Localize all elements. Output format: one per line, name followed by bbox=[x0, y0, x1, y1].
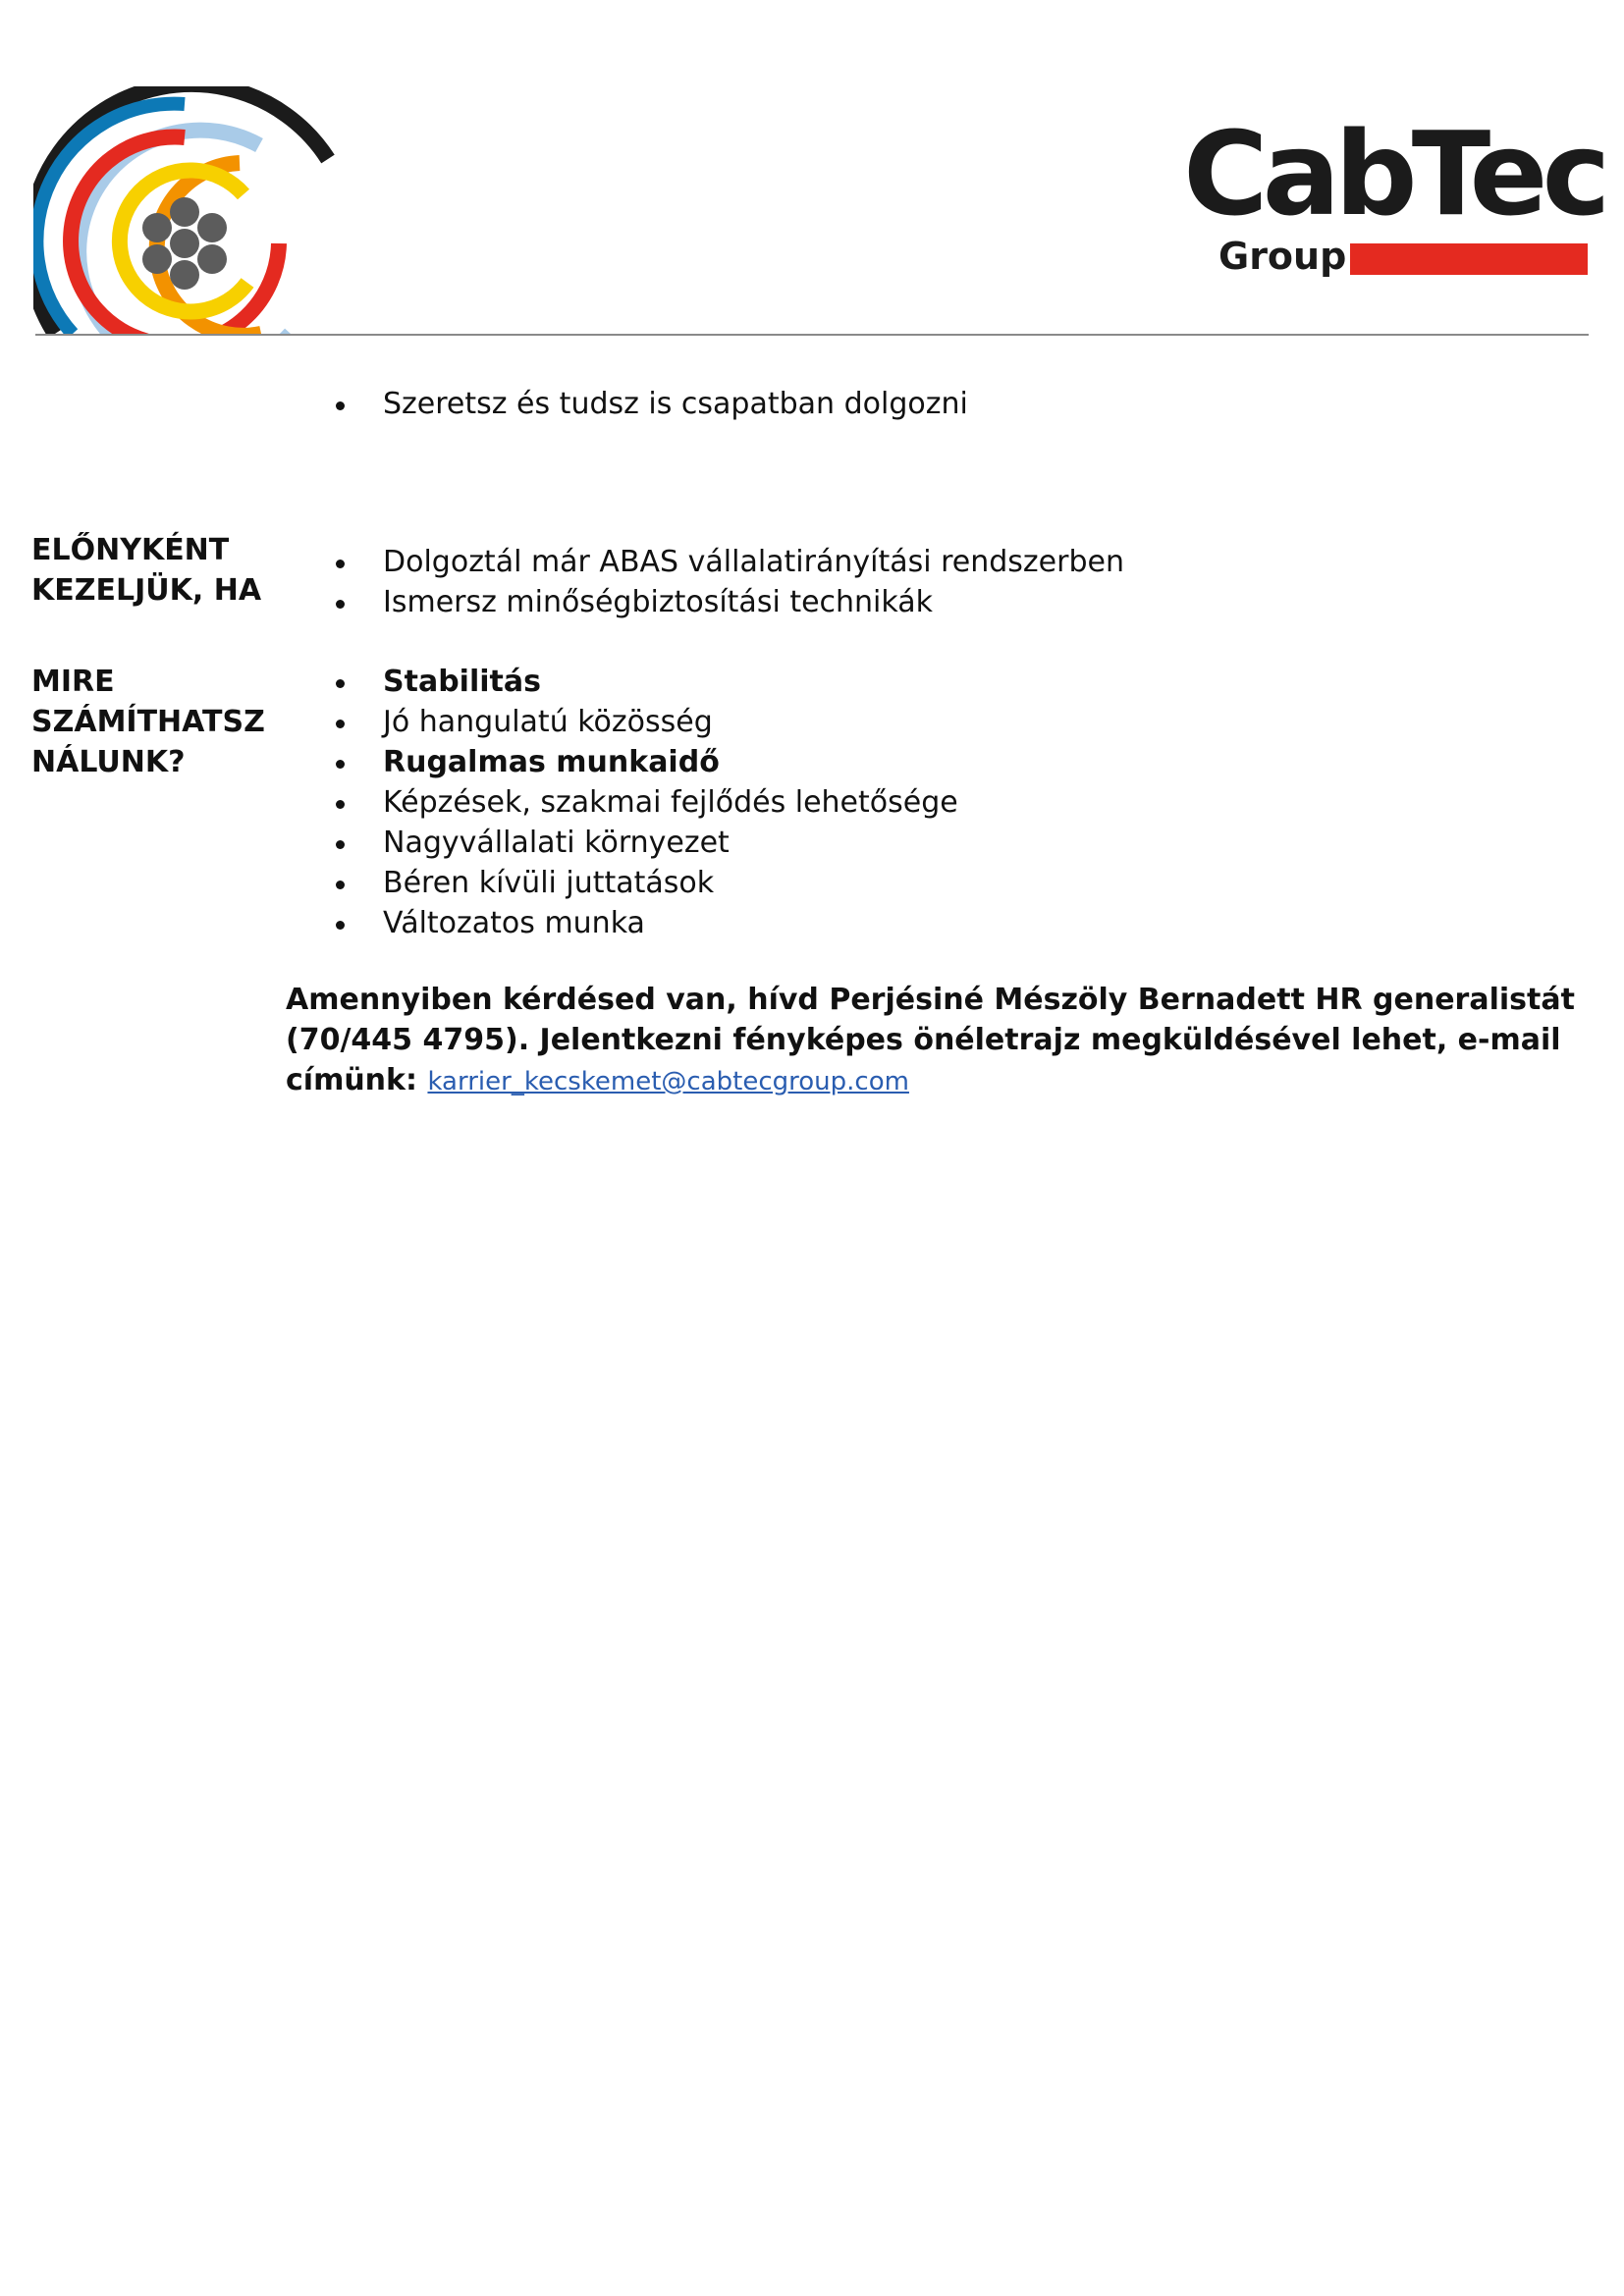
brand-red-bar bbox=[1350, 243, 1588, 275]
brand-name: CabTec bbox=[1183, 106, 1605, 241]
brand-sub: Group bbox=[1218, 235, 1347, 278]
header-divider bbox=[35, 334, 1589, 336]
contact-line1: Amennyiben kérdésed van, hívd Perjésiné Mészöly Bernadett HR generalistát bbox=[286, 983, 1575, 1017]
contact-line3 bbox=[286, 1060, 1444, 1102]
contact-email-prefix: címünk: bbox=[286, 1063, 417, 1097]
list-item: Képzések, szakmai fejlődés lehetősége bbox=[334, 782, 958, 823]
cable-rings-logo bbox=[33, 86, 338, 334]
contact-line2: (70/445 4795). Jelentkezni fényképes önéletrajz megküldésével lehet, e-mail bbox=[286, 1023, 1561, 1057]
advantage-label bbox=[31, 530, 261, 611]
benefits-label bbox=[31, 662, 265, 782]
list-item: Változatos munka bbox=[334, 903, 958, 943]
list-item: Stabilitás bbox=[334, 662, 958, 702]
advantage-list bbox=[334, 542, 1124, 622]
benefits-label-line3: NÁLUNK? bbox=[31, 745, 186, 779]
contact-paragraph bbox=[286, 980, 1575, 1102]
list-item: Szeretsz és tudsz is csapatban dolgozni bbox=[334, 384, 968, 424]
list-item: Ismersz minőségbiztosítási technikák bbox=[334, 582, 1124, 622]
advantage-label-line1: ELŐNYKÉNT bbox=[31, 533, 230, 567]
contact-email-link[interactable]: karrier_kecskemet@cabtecgroup.com bbox=[427, 1067, 909, 1096]
cabtec-logo bbox=[1183, 106, 1605, 293]
benefits-label-line2: SZÁMÍTHATSZ bbox=[31, 705, 265, 739]
list-item: Nagyvállalati környezet bbox=[334, 823, 958, 863]
benefits-list bbox=[334, 662, 958, 943]
advantage-label-line2: KEZELJÜK, HA bbox=[31, 573, 262, 608]
intro-list bbox=[334, 384, 968, 424]
list-item: Jó hangulatú közösség bbox=[334, 702, 958, 742]
list-item: Dolgoztál már ABAS vállalatirányítási rendszerben bbox=[334, 542, 1124, 582]
list-item: Rugalmas munkaidő bbox=[334, 742, 958, 782]
benefits-label-line1: MIRE bbox=[31, 665, 115, 699]
list-item: Béren kívüli juttatások bbox=[334, 863, 958, 903]
